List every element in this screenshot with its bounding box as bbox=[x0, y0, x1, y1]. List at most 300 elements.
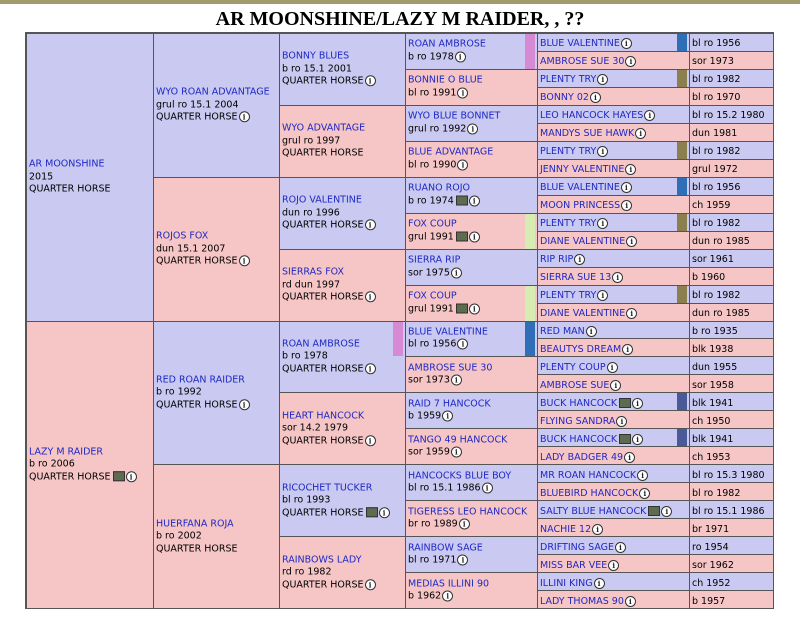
color-marker bbox=[525, 286, 535, 321]
horse-detail: sor 1973 i bbox=[408, 375, 535, 388]
horse-detail: QUARTER HORSE i bbox=[282, 76, 403, 89]
pedigree-cell bbox=[689, 267, 774, 286]
horse-name-link[interactable]: LADY THOMAS 90 bbox=[540, 595, 624, 607]
horse-entry bbox=[540, 416, 687, 429]
horse-detail: ch 1952 bbox=[692, 577, 731, 589]
pedigree-cell bbox=[537, 231, 690, 250]
horse-name-link[interactable]: MEDIAS ILLINI 90 bbox=[408, 578, 490, 590]
pedigree-cell bbox=[689, 321, 774, 340]
info-circle-icon[interactable]: i bbox=[597, 290, 608, 301]
info-circle-icon[interactable]: i bbox=[594, 578, 605, 589]
horse-detail: QUARTER HORSE bbox=[282, 147, 364, 159]
horse-detail: blk 1938 bbox=[692, 343, 734, 355]
horse-detail: QUARTER HORSE i bbox=[282, 291, 403, 304]
horse-name-link[interactable]: WYO ADVANTAGE bbox=[282, 122, 366, 134]
horse-entry bbox=[540, 452, 687, 465]
photo-icon[interactable] bbox=[619, 434, 631, 444]
info-circle-icon[interactable]: i bbox=[625, 164, 636, 175]
horse-name-link[interactable]: BONNY BLUES bbox=[282, 50, 350, 62]
horse-detail: QUARTER HORSE i bbox=[156, 112, 277, 125]
horse-name-link[interactable]: MOON PRINCESS bbox=[540, 200, 621, 212]
horse-name-link[interactable]: RAINBOW SAGE bbox=[408, 542, 483, 554]
horse-name-link[interactable]: BONNIE O BLUE bbox=[408, 74, 483, 86]
horse-name-link[interactable]: FOX COUP bbox=[408, 290, 457, 302]
horse-detail-cell bbox=[692, 236, 771, 249]
horse-entry bbox=[540, 290, 687, 303]
color-marker bbox=[677, 214, 687, 231]
pedigree-cell bbox=[689, 428, 774, 447]
pedigree-cell bbox=[405, 428, 538, 465]
pedigree-cell bbox=[537, 482, 690, 501]
pedigree-cell bbox=[689, 51, 774, 70]
horse-detail-cell bbox=[692, 452, 771, 465]
horse-name-link[interactable]: ILLINI KING bbox=[540, 577, 593, 589]
info-circle-icon[interactable]: i bbox=[590, 92, 601, 103]
pedigree-cell bbox=[405, 249, 538, 286]
horse-detail-cell bbox=[692, 308, 771, 321]
horse-name-link[interactable]: PLENTY TRY bbox=[540, 146, 597, 158]
photo-icon[interactable] bbox=[456, 196, 468, 206]
horse-entry bbox=[540, 524, 687, 537]
pedigree-cell bbox=[689, 572, 774, 591]
horse-detail: ro 1954 bbox=[692, 541, 729, 553]
pedigree-cell bbox=[689, 177, 774, 196]
horse-name-link[interactable]: AMBROSE SUE 30 bbox=[540, 56, 625, 68]
horse-detail: ch 1953 bbox=[692, 451, 731, 463]
horse-name-link[interactable]: PLENTY COUP bbox=[540, 361, 606, 373]
horse-detail: QUARTER HORSE bbox=[156, 542, 238, 554]
horse-entry bbox=[540, 218, 687, 231]
pedigree-cell bbox=[689, 392, 774, 411]
horse-entry bbox=[29, 446, 151, 484]
horse-detail: bl ro 15.1 1986 bbox=[692, 505, 765, 517]
info-circle-icon[interactable]: i bbox=[615, 542, 626, 553]
horse-detail-cell bbox=[692, 164, 771, 177]
info-circle-icon[interactable]: i bbox=[597, 146, 608, 157]
info-circle-icon[interactable]: i bbox=[622, 344, 633, 355]
pedigree-cell bbox=[689, 464, 774, 483]
horse-name-link[interactable]: RUANO ROJO bbox=[408, 182, 471, 194]
info-circle-icon[interactable]: i bbox=[586, 326, 597, 337]
horse-name-link[interactable]: RAID 7 HANCOCK bbox=[408, 398, 491, 410]
pedigree-cell bbox=[153, 464, 280, 609]
horse-name-link[interactable]: LEO HANCOCK HAYES bbox=[540, 110, 644, 122]
horse-name-link[interactable]: RED ROAN RAIDER bbox=[156, 374, 245, 386]
info-circle-icon[interactable]: i bbox=[467, 123, 478, 134]
horse-name-link[interactable]: ROJOS FOX bbox=[156, 230, 209, 242]
info-circle-icon[interactable]: i bbox=[365, 363, 376, 374]
color-marker bbox=[677, 70, 687, 87]
pedigree-cell bbox=[537, 123, 690, 142]
info-circle-icon[interactable]: i bbox=[626, 236, 637, 247]
horse-name-link[interactable]: SALTY BLUE HANCOCK bbox=[540, 505, 647, 517]
horse-name-link[interactable]: LADY BADGER 49 bbox=[540, 451, 624, 463]
horse-name-link[interactable]: PLENTY TRY bbox=[540, 218, 597, 230]
horse-name-link[interactable]: TIGERESS LEO HANCOCK bbox=[408, 506, 528, 518]
horse-detail: bl ro 15.3 1980 bbox=[692, 469, 765, 481]
horse-detail: bl ro 1956 bbox=[692, 182, 741, 194]
horse-entry bbox=[540, 92, 687, 105]
info-circle-icon[interactable]: i bbox=[365, 219, 376, 230]
info-circle-icon[interactable]: i bbox=[637, 470, 648, 481]
pedigree-cell bbox=[405, 464, 538, 501]
horse-entry bbox=[540, 56, 687, 69]
horse-detail: QUARTER HORSE i bbox=[29, 471, 151, 484]
horse-detail-cell bbox=[692, 56, 771, 69]
horse-name-link[interactable]: BUCK HANCOCK bbox=[540, 397, 618, 409]
horse-name-link[interactable]: FLYING SANDRA bbox=[540, 415, 616, 427]
horse-detail: bl ro 1971 i bbox=[408, 555, 535, 568]
horse-name-link[interactable]: RED MAN bbox=[540, 325, 585, 337]
pedigree-cell bbox=[689, 374, 774, 393]
horse-entry bbox=[408, 147, 535, 172]
horse-name-link[interactable]: BLUEBIRD HANCOCK bbox=[540, 487, 639, 499]
info-circle-icon[interactable]: i bbox=[624, 452, 635, 463]
info-circle-icon[interactable]: i bbox=[607, 362, 618, 373]
pedigree-cell bbox=[689, 249, 774, 268]
horse-detail: bl ro 1982 bbox=[692, 218, 741, 230]
photo-icon[interactable] bbox=[648, 506, 660, 516]
info-circle-icon[interactable]: i bbox=[639, 488, 650, 499]
horse-name-link[interactable]: RAINBOWS LADY bbox=[282, 553, 362, 565]
info-circle-icon[interactable]: i bbox=[621, 182, 632, 193]
horse-detail: br ro 1989 i bbox=[408, 519, 535, 532]
horse-entry bbox=[282, 194, 403, 232]
horse-detail: b ro 2002 bbox=[156, 530, 202, 542]
color-marker bbox=[525, 214, 535, 249]
horse-name-link[interactable]: HANCOCKS BLUE BOY bbox=[408, 470, 512, 482]
horse-entry bbox=[540, 200, 687, 213]
pedigree-cell bbox=[537, 285, 690, 304]
horse-detail: sor 1975 i bbox=[408, 267, 535, 280]
photo-icon[interactable] bbox=[456, 232, 468, 242]
horse-detail: QUARTER HORSE i bbox=[156, 255, 277, 268]
color-marker bbox=[677, 429, 687, 446]
pedigree-cell bbox=[537, 446, 690, 465]
pedigree-cell bbox=[537, 69, 690, 88]
color-marker bbox=[393, 322, 403, 357]
horse-name-link[interactable]: MR ROAN HANCOCK bbox=[540, 469, 637, 481]
horse-detail: bl ro 15.2 1980 bbox=[692, 110, 765, 122]
horse-name-link[interactable]: MISS BAR VEE bbox=[540, 559, 608, 571]
horse-entry bbox=[540, 506, 687, 519]
pedigree-cell bbox=[689, 231, 774, 250]
photo-icon[interactable] bbox=[366, 507, 378, 517]
horse-detail-cell bbox=[692, 560, 771, 573]
horse-entry bbox=[282, 410, 403, 448]
horse-detail: b 1957 bbox=[692, 595, 726, 607]
pedigree-cell bbox=[689, 69, 774, 88]
horse-name-link[interactable]: SIERRAS FOX bbox=[282, 266, 345, 278]
horse-detail: dun 15.1 2007 bbox=[156, 242, 226, 254]
color-marker bbox=[677, 142, 687, 159]
pedigree-cell bbox=[537, 572, 690, 591]
pedigree-cell bbox=[279, 249, 406, 322]
horse-name-link[interactable]: MANDYS SUE HAWK bbox=[540, 128, 635, 140]
info-circle-icon[interactable]: i bbox=[612, 272, 623, 283]
pedigree-cell bbox=[689, 141, 774, 160]
horse-name-link[interactable]: RICOCHET TUCKER bbox=[282, 481, 373, 493]
horse-detail: b 1962 i bbox=[408, 591, 535, 604]
info-circle-icon[interactable]: i bbox=[616, 416, 627, 427]
color-marker bbox=[525, 34, 535, 69]
info-circle-icon[interactable]: i bbox=[457, 87, 468, 98]
horse-detail: bl ro 1982 bbox=[692, 487, 741, 499]
pedigree-cell bbox=[689, 500, 774, 519]
info-circle-icon[interactable]: i bbox=[592, 524, 603, 535]
pedigree-cell bbox=[537, 590, 690, 609]
info-circle-icon[interactable]: i bbox=[365, 579, 376, 590]
info-circle-icon[interactable]: i bbox=[126, 471, 137, 482]
info-circle-icon[interactable]: i bbox=[610, 380, 621, 391]
horse-name-link[interactable]: AR MOONSHINE bbox=[29, 158, 105, 170]
horse-entry bbox=[540, 344, 687, 357]
pedigree-cell bbox=[405, 141, 538, 178]
horse-name-link[interactable]: ROAN AMBROSE bbox=[408, 38, 486, 50]
info-circle-icon[interactable]: i bbox=[451, 447, 462, 458]
info-circle-icon[interactable]: i bbox=[597, 74, 608, 85]
info-circle-icon[interactable]: i bbox=[379, 507, 390, 518]
horse-entry bbox=[540, 308, 687, 321]
horse-name-link[interactable]: BLUE VALENTINE bbox=[408, 326, 488, 338]
horse-detail: bl ro 1990 i bbox=[408, 159, 535, 172]
pedigree-cell bbox=[405, 572, 538, 609]
info-circle-icon[interactable]: i bbox=[469, 195, 480, 206]
horse-detail: dun ro 1996 bbox=[282, 206, 340, 218]
info-circle-icon[interactable]: i bbox=[469, 303, 480, 314]
horse-entry bbox=[540, 74, 687, 87]
horse-name-link[interactable]: BLUE VALENTINE bbox=[540, 182, 620, 194]
horse-name-link[interactable]: HEART HANCOCK bbox=[282, 410, 365, 422]
info-circle-icon[interactable]: i bbox=[457, 159, 468, 170]
horse-entry bbox=[408, 219, 535, 244]
pedigree-cell bbox=[537, 213, 690, 232]
info-circle-icon[interactable]: i bbox=[625, 596, 636, 607]
pedigree-cell bbox=[537, 410, 690, 429]
color-marker bbox=[525, 322, 535, 357]
color-marker bbox=[677, 393, 687, 410]
horse-detail: QUARTER HORSE i bbox=[282, 363, 403, 376]
pedigree-cell bbox=[537, 500, 690, 519]
info-circle-icon[interactable]: i bbox=[365, 291, 376, 302]
pedigree-cell bbox=[537, 428, 690, 447]
horse-name-link[interactable]: HUERFANA ROJA bbox=[156, 517, 234, 529]
pedigree-cell bbox=[689, 554, 774, 573]
horse-entry bbox=[540, 578, 687, 591]
pedigree-cell bbox=[537, 267, 690, 286]
info-circle-icon[interactable]: i bbox=[455, 51, 466, 62]
horse-entry bbox=[282, 51, 403, 89]
horse-entry bbox=[282, 482, 403, 520]
horse-entry bbox=[408, 111, 535, 136]
horse-detail: b 1960 bbox=[692, 272, 726, 284]
pedigree-cell bbox=[405, 356, 538, 393]
info-circle-icon[interactable]: i bbox=[365, 435, 376, 446]
horse-entry bbox=[540, 362, 687, 375]
info-circle-icon[interactable]: i bbox=[625, 56, 636, 67]
info-circle-icon[interactable]: i bbox=[239, 255, 250, 266]
horse-name-link[interactable]: BONNY 02 bbox=[540, 92, 589, 104]
pedigree-cell bbox=[537, 51, 690, 70]
horse-detail: b ro 2006 bbox=[29, 458, 75, 470]
horse-entry bbox=[540, 164, 687, 177]
pedigree-chart bbox=[25, 32, 774, 609]
horse-detail-cell bbox=[692, 362, 771, 375]
horse-detail-cell bbox=[692, 92, 771, 105]
info-circle-icon[interactable]: i bbox=[632, 398, 643, 409]
horse-entry bbox=[282, 123, 403, 161]
info-circle-icon[interactable]: i bbox=[457, 339, 468, 350]
pedigree-cell bbox=[689, 410, 774, 429]
horse-name-link[interactable]: BEAUTYS DREAM bbox=[540, 343, 622, 355]
horse-name-link[interactable]: NACHIE 12 bbox=[540, 523, 592, 535]
horse-detail-cell bbox=[692, 488, 771, 501]
horse-name-link[interactable]: DRIFTING SAGE bbox=[540, 541, 615, 553]
pedigree-cell bbox=[537, 105, 690, 124]
info-circle-icon[interactable]: i bbox=[457, 555, 468, 566]
pedigree-cell bbox=[537, 356, 690, 375]
pedigree-cell bbox=[26, 321, 154, 610]
horse-detail: QUARTER HORSE i bbox=[156, 399, 277, 412]
pedigree-cell bbox=[153, 177, 280, 322]
horse-name-link[interactable]: ROAN AMBROSE bbox=[282, 338, 360, 350]
pedigree-cell bbox=[537, 33, 690, 52]
info-circle-icon[interactable]: i bbox=[469, 231, 480, 242]
info-circle-icon[interactable]: i bbox=[644, 110, 655, 121]
horse-name-link[interactable]: WYO ROAN ADVANTAGE bbox=[156, 86, 270, 98]
horse-detail-cell bbox=[692, 380, 771, 393]
horse-detail-cell bbox=[692, 218, 771, 231]
horse-entry bbox=[540, 146, 687, 159]
horse-entry bbox=[540, 596, 687, 609]
horse-detail-cell bbox=[692, 38, 771, 51]
horse-detail: sor 1958 bbox=[692, 379, 734, 391]
horse-detail: grul 1991 i bbox=[408, 303, 535, 316]
pedigree-cell bbox=[537, 518, 690, 537]
horse-detail: bl ro 1982 bbox=[692, 146, 741, 158]
info-circle-icon[interactable]: i bbox=[442, 591, 453, 602]
horse-name-link[interactable]: RIP RIP bbox=[540, 254, 574, 266]
horse-name-link[interactable]: TANGO 49 HANCOCK bbox=[408, 434, 508, 446]
horse-entry bbox=[408, 470, 535, 495]
horse-detail: sor 1961 bbox=[692, 254, 734, 266]
horse-detail-cell bbox=[692, 290, 771, 303]
pedigree-cell bbox=[689, 536, 774, 555]
horse-name-link[interactable]: AMBROSE SUE 30 bbox=[408, 362, 493, 374]
horse-detail: sor 14.2 1979 bbox=[282, 422, 349, 434]
info-circle-icon[interactable]: i bbox=[459, 519, 470, 530]
horse-entry bbox=[408, 362, 535, 387]
color-marker bbox=[677, 178, 687, 195]
pedigree-cell bbox=[405, 285, 538, 322]
horse-name-link[interactable]: BLUE ADVANTAGE bbox=[408, 146, 494, 158]
photo-icon[interactable] bbox=[456, 304, 468, 314]
info-circle-icon[interactable]: i bbox=[239, 112, 250, 123]
pedigree-cell bbox=[689, 87, 774, 106]
info-circle-icon[interactable]: i bbox=[365, 76, 376, 87]
info-circle-icon[interactable]: i bbox=[661, 506, 672, 517]
pedigree-cell bbox=[537, 177, 690, 196]
horse-detail-cell bbox=[692, 182, 771, 195]
horse-name-link[interactable]: SIERRA SUE 13 bbox=[540, 272, 612, 284]
horse-detail-cell bbox=[692, 416, 771, 429]
info-circle-icon[interactable]: i bbox=[608, 560, 619, 571]
info-circle-icon[interactable]: i bbox=[621, 200, 632, 211]
pedigree-cell bbox=[689, 518, 774, 537]
info-circle-icon[interactable]: i bbox=[239, 399, 250, 410]
horse-detail-cell bbox=[692, 128, 771, 141]
horse-entry bbox=[540, 542, 687, 555]
horse-name-link[interactable]: DIANE VALENTINE bbox=[540, 308, 626, 319]
info-circle-icon[interactable]: i bbox=[451, 375, 462, 386]
horse-name-link[interactable]: JENNY VALENTINE bbox=[540, 164, 625, 176]
horse-name-link[interactable]: BUCK HANCOCK bbox=[540, 433, 618, 445]
horse-detail: b ro 1935 bbox=[692, 325, 738, 337]
pedigree-cell bbox=[279, 33, 406, 106]
horse-detail: bl ro 1982 bbox=[692, 74, 741, 86]
info-circle-icon[interactable]: i bbox=[621, 38, 632, 49]
pedigree-cell bbox=[153, 321, 280, 466]
horse-entry bbox=[282, 338, 403, 376]
horse-detail-cell bbox=[692, 74, 771, 87]
photo-icon[interactable] bbox=[619, 398, 631, 408]
pedigree-cell bbox=[26, 33, 154, 322]
horse-name-link[interactable]: ROJO VALENTINE bbox=[282, 194, 362, 206]
color-marker bbox=[677, 34, 687, 51]
pedigree-cell bbox=[689, 195, 774, 214]
horse-detail: sor 1959 i bbox=[408, 447, 535, 460]
horse-name-link[interactable]: PLENTY TRY bbox=[540, 74, 597, 86]
info-circle-icon[interactable]: i bbox=[632, 434, 643, 445]
pedigree-cell bbox=[689, 446, 774, 465]
horse-name-link[interactable]: LAZY M RAIDER bbox=[29, 446, 103, 457]
info-circle-icon[interactable]: i bbox=[451, 267, 462, 278]
pedigree-cell bbox=[279, 464, 406, 537]
horse-detail-cell bbox=[692, 272, 771, 285]
info-circle-icon[interactable]: i bbox=[597, 218, 608, 229]
pedigree-cell bbox=[537, 374, 690, 393]
horse-detail-cell bbox=[692, 110, 771, 123]
horse-name-link[interactable]: WYO BLUE BONNET bbox=[408, 110, 501, 122]
photo-icon[interactable] bbox=[113, 472, 125, 482]
horse-detail-cell bbox=[692, 254, 771, 267]
horse-detail: grul 1991 i bbox=[408, 231, 535, 244]
horse-name-link[interactable]: SIERRA RIP bbox=[408, 254, 461, 266]
info-circle-icon[interactable]: i bbox=[574, 254, 585, 265]
pedigree-cell bbox=[689, 105, 774, 124]
horse-name-link[interactable]: FOX COUP bbox=[408, 218, 457, 230]
pedigree-cell bbox=[537, 159, 690, 178]
horse-entry bbox=[408, 542, 535, 567]
info-circle-icon[interactable]: i bbox=[626, 308, 637, 319]
info-circle-icon[interactable]: i bbox=[482, 483, 493, 494]
horse-name-link[interactable]: DIANE VALENTINE bbox=[540, 236, 626, 248]
pedigree-cell bbox=[689, 159, 774, 178]
horse-name-link[interactable]: AMBROSE SUE bbox=[540, 379, 610, 391]
horse-detail: sor 1962 bbox=[692, 559, 734, 571]
horse-detail: dun 1955 bbox=[692, 361, 738, 373]
horse-entry bbox=[540, 470, 687, 483]
horse-detail: dun 1981 bbox=[692, 128, 738, 140]
info-circle-icon[interactable]: i bbox=[635, 128, 646, 139]
pedigree-cell bbox=[537, 554, 690, 573]
horse-name-link[interactable]: PLENTY TRY bbox=[540, 290, 597, 302]
horse-detail: blk 1941 bbox=[692, 397, 734, 409]
horse-name-link[interactable]: BLUE VALENTINE bbox=[540, 38, 620, 50]
horse-entry bbox=[156, 518, 277, 556]
info-circle-icon[interactable]: i bbox=[442, 411, 453, 422]
pedigree-cell bbox=[405, 536, 538, 573]
